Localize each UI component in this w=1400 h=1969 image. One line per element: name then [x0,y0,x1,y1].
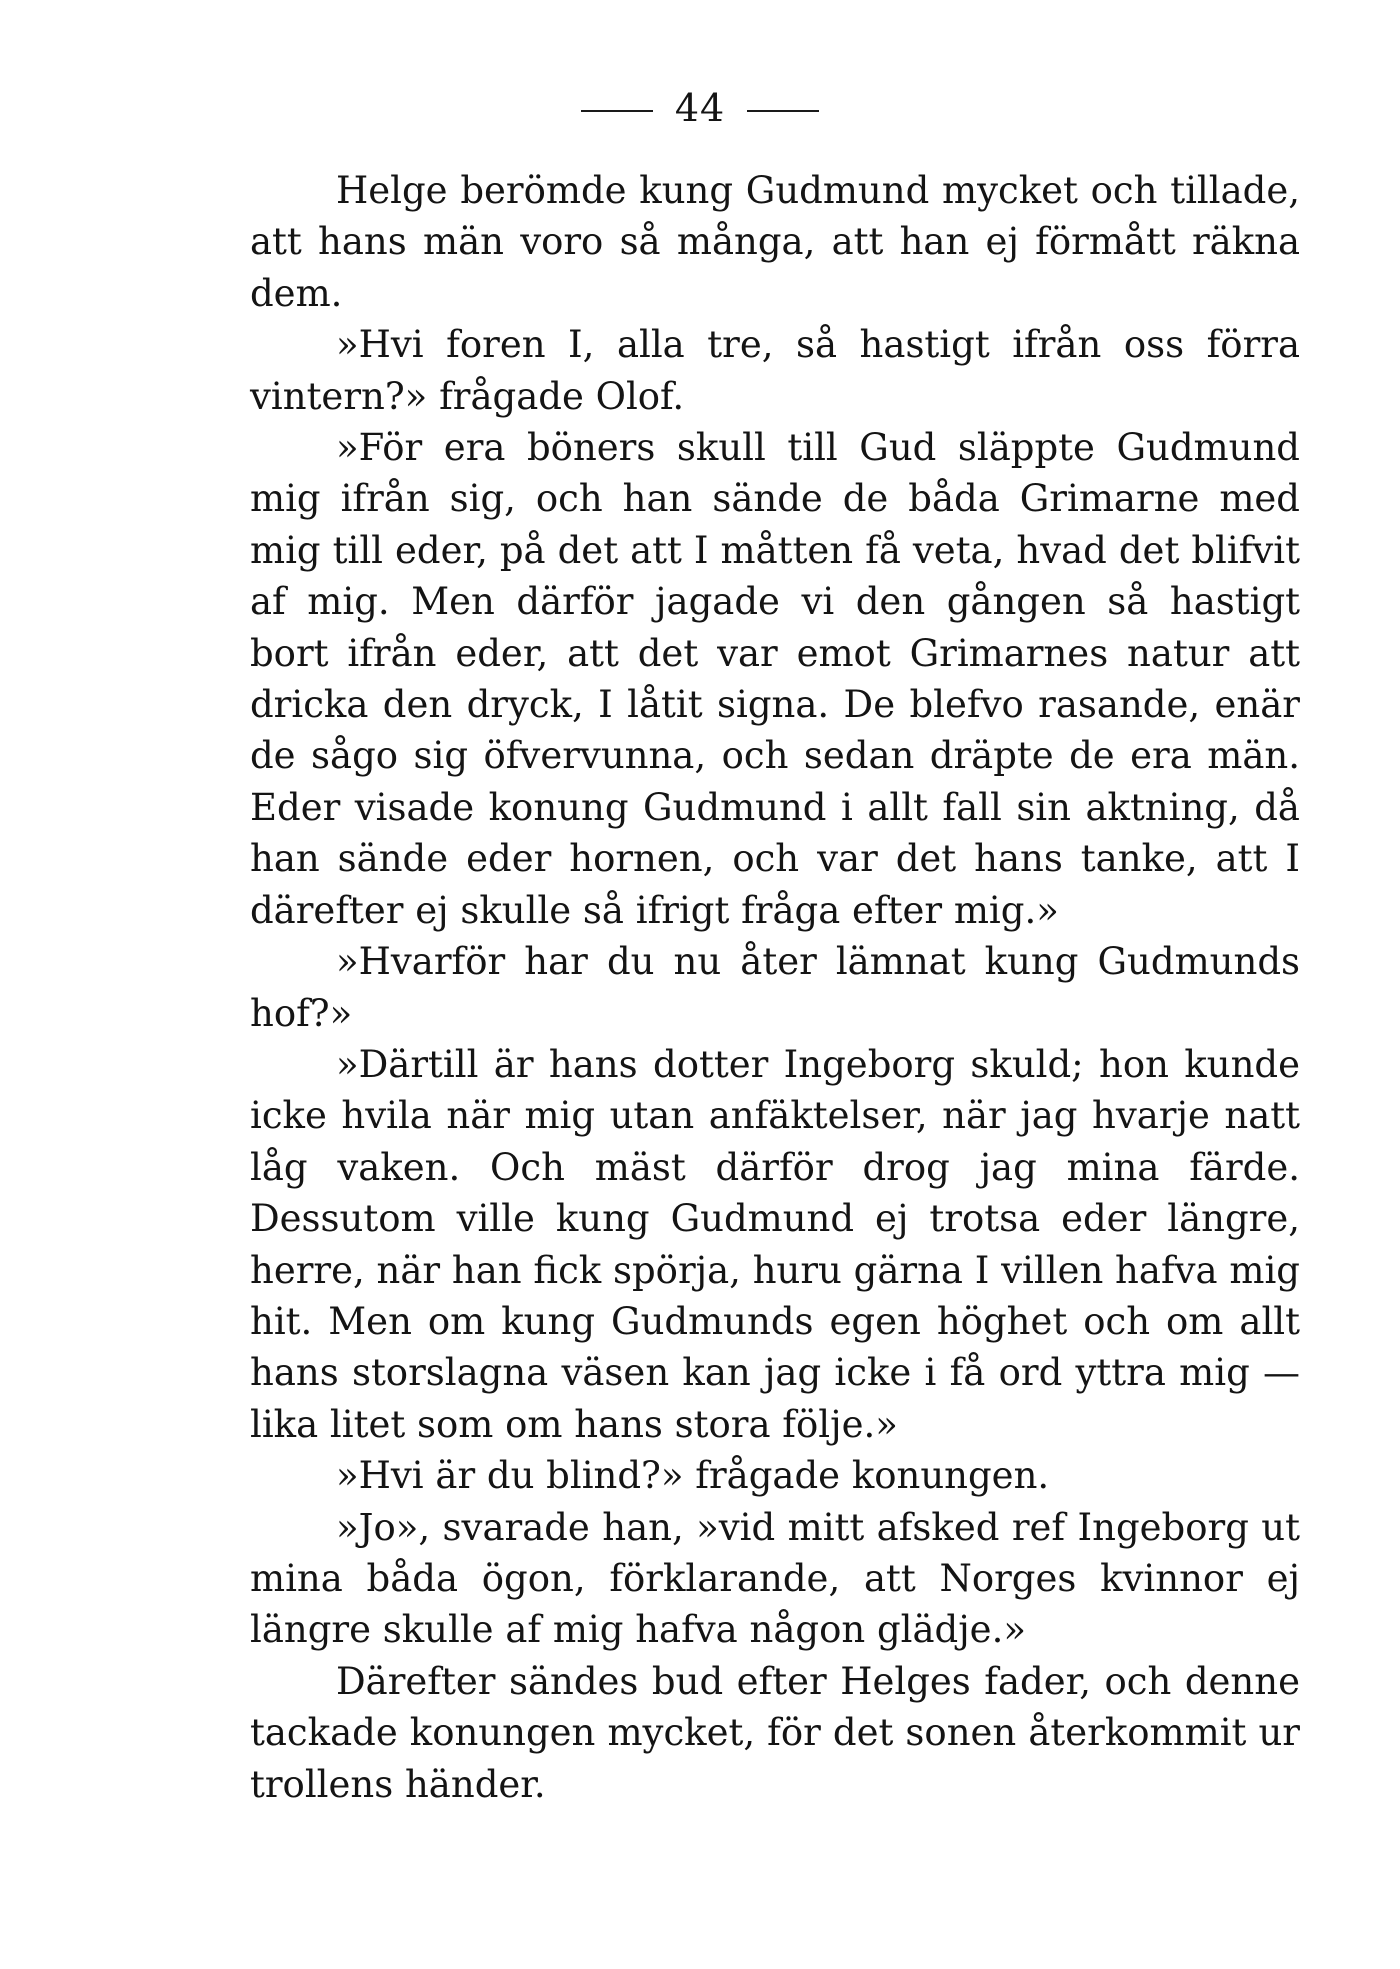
page-header [0,88,1400,128]
header-rule-left [581,110,653,112]
paragraph: »Hvi foren I, alla tre, så hastigt ifrån oss förra vintern?» frågade Olof. [250,323,1300,418]
paragraph: Helge berömde kung Gudmund mycket och tillade, att hans män voro så många, att han ej förmått räkna dem. [250,169,1300,315]
body-text [250,165,1300,1810]
paragraph: »Därtill är hans dotter Ingeborg skuld; hon kunde icke hvila när mig utan anfäktelser, när jag hvarje natt låg vaken. Och mäst därför drog jag mina färde. Dessutom ville kung Gudmund ej trotsa eder längre, herre, när han fick spörja, huru gärna I villen hafva mig hit. Men om kung Gudmunds egen höghet och om allt hans storslagna väsen kan jag icke i få ord yttra mig — lika litet som om hans stora följe.» [250,1042,1300,1446]
paragraph: »För era böners skull till Gud släppte Gudmund mig ifrån sig, och han sände de båda Grimarne med mig till eder, på det att I måtten få veta, hvad det blifvit af mig. Men därför jagade vi den gången så hastigt bort ifrån eder, att det var emot Grimarnes natur att dricka den dryck, I låtit signa. De blefvo rasande, enär de sågo sig öfvervunna, och sedan dräpte de era män. Eder visade konung Gudmund i allt fall sin aktning, då han sände eder hornen, och var det hans tanke, att I därefter ej skulle så ifrigt fråga efter mig.» [250,426,1300,932]
paragraph: Därefter sändes bud efter Helges fader, och denne tackade konungen mycket, för det sonen återkommit ur trollens händer. [250,1659,1300,1806]
paragraph: »Hvi är du blind?» frågade konungen. [336,1454,1050,1498]
paragraph: »Jo», svarade han, »vid mitt afsked ref Ingeborg ut mina båda ögon, förklarande, att Norges kvinnor ej längre skulle af mig hafva någon glädje.» [250,1505,1300,1652]
page-number: 44 [674,86,726,130]
header-rule-right [747,110,819,112]
paragraph: »Hvarför har du nu åter lämnat kung Gudmunds hof?» [250,940,1300,1035]
